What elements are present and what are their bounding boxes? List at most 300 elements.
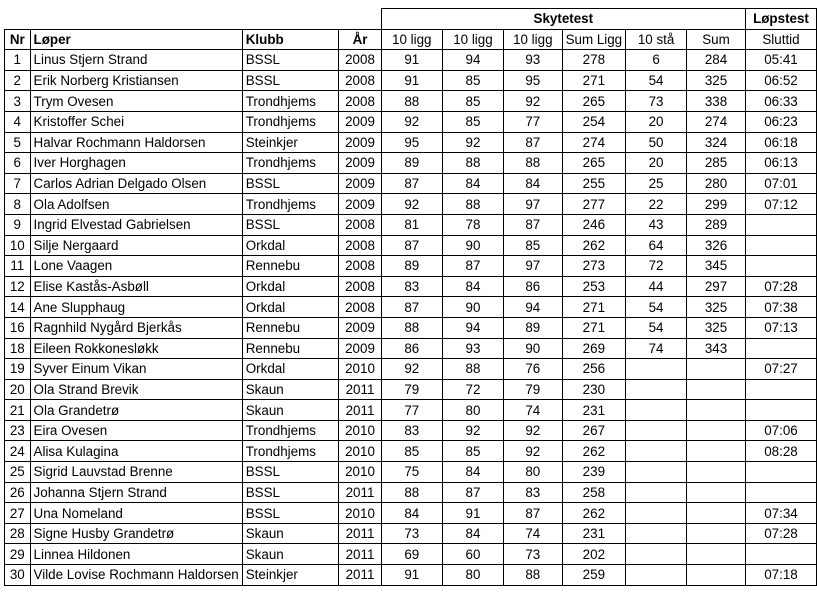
cell-10-ligg-3: 97 (504, 256, 563, 277)
cell-klubb: BSSL (242, 482, 339, 503)
cell-10-ligg-3: 90 (504, 338, 563, 359)
cell-sluttid: 07:01 (745, 173, 816, 194)
cell-sluttid (745, 482, 816, 503)
cell-sum: 343 (687, 338, 746, 359)
cell-10-ligg-3: 88 (504, 565, 563, 586)
cell-sum (687, 359, 746, 380)
cell-10-ligg-2: 72 (442, 379, 503, 400)
table-row (5, 379, 817, 400)
cell-klubb: Steinkjer (242, 565, 339, 586)
cell-sum: 325 (687, 70, 746, 91)
cell-ar: 2011 (339, 379, 381, 400)
cell-loper: Linnea Hildonen (30, 544, 242, 565)
cell-loper: Johanna Stjern Strand (30, 482, 242, 503)
cell-sum (687, 441, 746, 462)
cell-nr: 2 (5, 70, 31, 91)
cell-10-ligg-3: 79 (504, 379, 563, 400)
cell-ar: 2008 (339, 256, 381, 277)
cell-sum: 325 (687, 317, 746, 338)
header-10-ligg-2: 10 ligg (442, 29, 503, 50)
cell-10-ligg-1: 95 (381, 132, 442, 153)
cell-10-sta: 72 (626, 256, 687, 277)
cell-10-sta (626, 462, 687, 483)
cell-10-ligg-1: 88 (381, 317, 442, 338)
cell-nr: 19 (5, 359, 31, 380)
cell-loper: Ola Strand Brevik (30, 379, 242, 400)
table-body (5, 50, 817, 585)
cell-nr: 18 (5, 338, 31, 359)
header-loper: Løper (30, 29, 242, 50)
cell-10-ligg-3: 92 (504, 420, 563, 441)
cell-ar: 2011 (339, 544, 381, 565)
cell-loper: Kristoffer Schei (30, 111, 242, 132)
header-10-ligg-3: 10 ligg (504, 29, 563, 50)
cell-sum-ligg: 258 (562, 482, 626, 503)
table-row (5, 173, 817, 194)
table-row (5, 441, 817, 462)
cell-sluttid (745, 235, 816, 256)
cell-10-ligg-3: 86 (504, 276, 563, 297)
cell-klubb: Trondhjems (242, 153, 339, 174)
cell-10-sta: 54 (626, 70, 687, 91)
cell-10-ligg-2: 84 (442, 276, 503, 297)
table-row (5, 420, 817, 441)
cell-10-ligg-2: 94 (442, 317, 503, 338)
cell-klubb: BSSL (242, 173, 339, 194)
cell-10-ligg-3: 97 (504, 194, 563, 215)
cell-nr: 10 (5, 235, 31, 256)
cell-10-ligg-1: 75 (381, 462, 442, 483)
results-table (4, 8, 817, 586)
cell-nr: 1 (5, 50, 31, 71)
cell-10-ligg-2: 92 (442, 132, 503, 153)
cell-ar: 2011 (339, 400, 381, 421)
cell-klubb: Rennebu (242, 317, 339, 338)
cell-10-ligg-1: 92 (381, 111, 442, 132)
cell-10-sta: 73 (626, 91, 687, 112)
cell-10-ligg-3: 74 (504, 400, 563, 421)
cell-10-ligg-2: 85 (442, 111, 503, 132)
cell-10-ligg-2: 91 (442, 503, 503, 524)
cell-sluttid (745, 379, 816, 400)
cell-sluttid: 05:41 (745, 50, 816, 71)
table-row (5, 235, 817, 256)
cell-sum-ligg: 239 (562, 462, 626, 483)
table-row (5, 214, 817, 235)
cell-10-ligg-3: 89 (504, 317, 563, 338)
cell-klubb: Trondhjems (242, 441, 339, 462)
table-row (5, 482, 817, 503)
group-lopstest: Løpstest (745, 9, 816, 30)
cell-10-ligg-2: 87 (442, 482, 503, 503)
cell-sluttid: 07:12 (745, 194, 816, 215)
cell-sluttid: 06:33 (745, 91, 816, 112)
cell-10-sta (626, 523, 687, 544)
cell-nr: 12 (5, 276, 31, 297)
cell-klubb: Trondhjems (242, 111, 339, 132)
cell-klubb: Skaun (242, 400, 339, 421)
cell-klubb: BSSL (242, 214, 339, 235)
cell-10-ligg-2: 90 (442, 235, 503, 256)
cell-loper: Carlos Adrian Delgado Olsen (30, 173, 242, 194)
cell-nr: 3 (5, 91, 31, 112)
table-row (5, 153, 817, 174)
cell-10-ligg-2: 80 (442, 565, 503, 586)
cell-sum (687, 503, 746, 524)
table-row (5, 503, 817, 524)
cell-10-sta: 25 (626, 173, 687, 194)
cell-klubb: Skaun (242, 523, 339, 544)
cell-10-ligg-2: 84 (442, 173, 503, 194)
cell-sluttid: 07:38 (745, 297, 816, 318)
cell-ar: 2010 (339, 441, 381, 462)
cell-10-ligg-2: 93 (442, 338, 503, 359)
cell-ar: 2010 (339, 359, 381, 380)
cell-10-ligg-3: 88 (504, 153, 563, 174)
cell-sum: 280 (687, 173, 746, 194)
cell-sum-ligg: 262 (562, 441, 626, 462)
cell-10-ligg-3: 74 (504, 523, 563, 544)
cell-10-sta (626, 544, 687, 565)
cell-sum (687, 482, 746, 503)
cell-10-sta (626, 400, 687, 421)
cell-sum-ligg: 230 (562, 379, 626, 400)
cell-sum: 325 (687, 297, 746, 318)
cell-ar: 2008 (339, 214, 381, 235)
cell-10-ligg-1: 88 (381, 91, 442, 112)
cell-klubb: Skaun (242, 379, 339, 400)
header-sum-ligg: Sum Ligg (562, 29, 626, 50)
cell-10-sta (626, 482, 687, 503)
cell-ar: 2010 (339, 503, 381, 524)
header-ar: År (339, 29, 381, 50)
cell-loper: Halvar Rochmann Haldorsen (30, 132, 242, 153)
cell-sluttid (745, 338, 816, 359)
group-skytetest: Skytetest (381, 9, 745, 30)
cell-sum-ligg: 265 (562, 91, 626, 112)
cell-sluttid (745, 214, 816, 235)
cell-10-ligg-2: 60 (442, 544, 503, 565)
cell-sum: 274 (687, 111, 746, 132)
cell-10-ligg-1: 73 (381, 523, 442, 544)
cell-ar: 2009 (339, 153, 381, 174)
cell-sum-ligg: 273 (562, 256, 626, 277)
cell-loper: Trym Ovesen (30, 91, 242, 112)
cell-klubb: Orkdal (242, 297, 339, 318)
table-row (5, 70, 817, 91)
cell-sluttid: 06:23 (745, 111, 816, 132)
cell-sum: 324 (687, 132, 746, 153)
cell-10-ligg-2: 78 (442, 214, 503, 235)
cell-klubb: Orkdal (242, 235, 339, 256)
table-row (5, 400, 817, 421)
cell-10-sta: 64 (626, 235, 687, 256)
column-header-row (5, 29, 817, 50)
cell-nr: 23 (5, 420, 31, 441)
cell-sum-ligg: 271 (562, 317, 626, 338)
cell-sum (687, 544, 746, 565)
cell-ar: 2008 (339, 297, 381, 318)
cell-klubb: Rennebu (242, 256, 339, 277)
cell-10-ligg-3: 84 (504, 173, 563, 194)
cell-nr: 11 (5, 256, 31, 277)
cell-loper: Eira Ovesen (30, 420, 242, 441)
cell-nr: 14 (5, 297, 31, 318)
cell-10-ligg-1: 83 (381, 420, 442, 441)
cell-sum (687, 420, 746, 441)
cell-sluttid: 07:27 (745, 359, 816, 380)
cell-nr: 8 (5, 194, 31, 215)
cell-10-ligg-1: 91 (381, 565, 442, 586)
cell-10-sta: 54 (626, 317, 687, 338)
cell-sluttid (745, 544, 816, 565)
cell-10-sta: 54 (626, 297, 687, 318)
cell-sluttid (745, 400, 816, 421)
cell-ar: 2008 (339, 276, 381, 297)
cell-sum (687, 379, 746, 400)
header-nr: Nr (5, 29, 31, 50)
cell-sum: 326 (687, 235, 746, 256)
cell-nr: 24 (5, 441, 31, 462)
cell-sum-ligg: 269 (562, 338, 626, 359)
cell-loper: Ragnhild Nygård Bjerkås (30, 317, 242, 338)
cell-nr: 21 (5, 400, 31, 421)
cell-ar: 2009 (339, 132, 381, 153)
cell-nr: 26 (5, 482, 31, 503)
cell-nr: 29 (5, 544, 31, 565)
cell-10-ligg-3: 87 (504, 132, 563, 153)
table-row (5, 359, 817, 380)
cell-10-sta: 20 (626, 111, 687, 132)
cell-loper: Alisa Kulagina (30, 441, 242, 462)
cell-sum-ligg: 202 (562, 544, 626, 565)
table-row (5, 111, 817, 132)
cell-ar: 2009 (339, 111, 381, 132)
cell-nr: 27 (5, 503, 31, 524)
cell-ar: 2009 (339, 338, 381, 359)
cell-klubb: Trondhjems (242, 91, 339, 112)
table-row (5, 256, 817, 277)
cell-10-ligg-1: 87 (381, 173, 442, 194)
cell-10-ligg-2: 85 (442, 70, 503, 91)
cell-sum-ligg: 256 (562, 359, 626, 380)
table-row (5, 317, 817, 338)
cell-nr: 9 (5, 214, 31, 235)
cell-sum-ligg: 271 (562, 70, 626, 91)
cell-sum: 285 (687, 153, 746, 174)
cell-10-ligg-2: 85 (442, 441, 503, 462)
cell-nr: 28 (5, 523, 31, 544)
cell-10-sta (626, 565, 687, 586)
cell-10-ligg-2: 84 (442, 462, 503, 483)
cell-10-ligg-1: 89 (381, 256, 442, 277)
cell-loper: Ane Slupphaug (30, 297, 242, 318)
cell-klubb: Steinkjer (242, 132, 339, 153)
cell-ar: 2009 (339, 194, 381, 215)
cell-10-ligg-2: 88 (442, 359, 503, 380)
cell-10-ligg-2: 85 (442, 91, 503, 112)
cell-sluttid: 08:28 (745, 441, 816, 462)
cell-10-ligg-1: 79 (381, 379, 442, 400)
cell-10-ligg-3: 92 (504, 441, 563, 462)
cell-sluttid: 07:28 (745, 276, 816, 297)
cell-sum-ligg: 278 (562, 50, 626, 71)
cell-sum (687, 565, 746, 586)
cell-10-sta (626, 441, 687, 462)
cell-loper: Ola Grandetrø (30, 400, 242, 421)
cell-10-ligg-3: 83 (504, 482, 563, 503)
cell-10-ligg-1: 87 (381, 235, 442, 256)
cell-sluttid: 07:13 (745, 317, 816, 338)
cell-sum: 299 (687, 194, 746, 215)
cell-10-ligg-1: 86 (381, 338, 442, 359)
cell-10-sta: 44 (626, 276, 687, 297)
cell-10-ligg-2: 84 (442, 523, 503, 544)
cell-10-ligg-3: 87 (504, 503, 563, 524)
table-row (5, 194, 817, 215)
cell-10-ligg-1: 83 (381, 276, 442, 297)
cell-sum-ligg: 265 (562, 153, 626, 174)
cell-nr: 5 (5, 132, 31, 153)
cell-loper: Vilde Lovise Rochmann Haldorsen (30, 565, 242, 586)
cell-klubb: Orkdal (242, 359, 339, 380)
cell-loper: Elise Kastås-Asbøll (30, 276, 242, 297)
cell-10-ligg-2: 90 (442, 297, 503, 318)
table-row (5, 276, 817, 297)
table-row (5, 523, 817, 544)
cell-10-ligg-3: 87 (504, 214, 563, 235)
cell-sluttid: 07:34 (745, 503, 816, 524)
cell-10-ligg-3: 76 (504, 359, 563, 380)
cell-10-sta: 22 (626, 194, 687, 215)
cell-sum-ligg: 231 (562, 523, 626, 544)
cell-10-ligg-2: 88 (442, 194, 503, 215)
cell-10-ligg-3: 77 (504, 111, 563, 132)
cell-sum: 289 (687, 214, 746, 235)
cell-10-ligg-3: 73 (504, 544, 563, 565)
cell-ar: 2011 (339, 565, 381, 586)
cell-ar: 2010 (339, 420, 381, 441)
cell-klubb: BSSL (242, 50, 339, 71)
cell-10-sta (626, 359, 687, 380)
cell-klubb: Rennebu (242, 338, 339, 359)
cell-klubb: Orkdal (242, 276, 339, 297)
cell-ar: 2008 (339, 70, 381, 91)
cell-loper: Ingrid Elvestad Gabrielsen (30, 214, 242, 235)
cell-10-sta: 43 (626, 214, 687, 235)
cell-sum-ligg: 254 (562, 111, 626, 132)
cell-sluttid: 07:18 (745, 565, 816, 586)
cell-10-sta: 20 (626, 153, 687, 174)
table-row (5, 544, 817, 565)
cell-sum-ligg: 253 (562, 276, 626, 297)
cell-nr: 16 (5, 317, 31, 338)
cell-ar: 2008 (339, 91, 381, 112)
table-row (5, 132, 817, 153)
cell-10-ligg-1: 87 (381, 297, 442, 318)
cell-10-ligg-3: 80 (504, 462, 563, 483)
cell-sum: 345 (687, 256, 746, 277)
cell-loper: Syver Einum Vikan (30, 359, 242, 380)
cell-10-sta (626, 420, 687, 441)
cell-10-ligg-1: 91 (381, 70, 442, 91)
cell-loper: Iver Horghagen (30, 153, 242, 174)
cell-10-ligg-3: 95 (504, 70, 563, 91)
cell-nr: 20 (5, 379, 31, 400)
cell-sum (687, 462, 746, 483)
cell-klubb: Skaun (242, 544, 339, 565)
header-10-sta: 10 stå (626, 29, 687, 50)
cell-sum-ligg: 259 (562, 565, 626, 586)
cell-loper: Sigrid Lauvstad Brenne (30, 462, 242, 483)
cell-10-sta: 6 (626, 50, 687, 71)
cell-10-ligg-2: 94 (442, 50, 503, 71)
cell-10-ligg-1: 88 (381, 482, 442, 503)
cell-10-ligg-2: 92 (442, 420, 503, 441)
cell-nr: 25 (5, 462, 31, 483)
cell-10-ligg-3: 85 (504, 235, 563, 256)
cell-klubb: BSSL (242, 462, 339, 483)
table-row (5, 297, 817, 318)
cell-sum (687, 400, 746, 421)
cell-nr: 6 (5, 153, 31, 174)
cell-sluttid: 06:18 (745, 132, 816, 153)
cell-10-ligg-1: 84 (381, 503, 442, 524)
table-row (5, 91, 817, 112)
table-row (5, 462, 817, 483)
cell-10-sta: 50 (626, 132, 687, 153)
cell-10-ligg-3: 93 (504, 50, 563, 71)
cell-10-sta (626, 503, 687, 524)
cell-10-sta (626, 379, 687, 400)
cell-sum-ligg: 271 (562, 297, 626, 318)
cell-sluttid: 06:13 (745, 153, 816, 174)
cell-sluttid: 07:06 (745, 420, 816, 441)
cell-10-ligg-3: 92 (504, 91, 563, 112)
cell-loper: Erik Norberg Kristiansen (30, 70, 242, 91)
cell-10-ligg-2: 87 (442, 256, 503, 277)
cell-10-ligg-1: 92 (381, 359, 442, 380)
cell-10-ligg-1: 81 (381, 214, 442, 235)
header-sluttid: Sluttid (745, 29, 816, 50)
header-10-ligg-1: 10 ligg (381, 29, 442, 50)
cell-sluttid: 06:52 (745, 70, 816, 91)
cell-10-ligg-1: 77 (381, 400, 442, 421)
cell-10-ligg-2: 80 (442, 400, 503, 421)
cell-10-ligg-1: 92 (381, 194, 442, 215)
cell-10-sta: 74 (626, 338, 687, 359)
cell-klubb: BSSL (242, 503, 339, 524)
table-row (5, 50, 817, 71)
cell-ar: 2011 (339, 523, 381, 544)
cell-sluttid (745, 256, 816, 277)
cell-10-ligg-2: 88 (442, 153, 503, 174)
cell-loper: Eileen Rokkonesløkk (30, 338, 242, 359)
cell-loper: Signe Husby Grandetrø (30, 523, 242, 544)
cell-ar: 2011 (339, 482, 381, 503)
cell-loper: Ola Adolfsen (30, 194, 242, 215)
cell-10-ligg-1: 89 (381, 153, 442, 174)
header-klubb: Klubb (242, 29, 339, 50)
group-header-row (5, 9, 817, 30)
cell-loper: Lone Vaagen (30, 256, 242, 277)
cell-ar: 2010 (339, 462, 381, 483)
header-sum: Sum (687, 29, 746, 50)
cell-nr: 30 (5, 565, 31, 586)
cell-nr: 7 (5, 173, 31, 194)
cell-ar: 2009 (339, 317, 381, 338)
cell-loper: Una Nomeland (30, 503, 242, 524)
